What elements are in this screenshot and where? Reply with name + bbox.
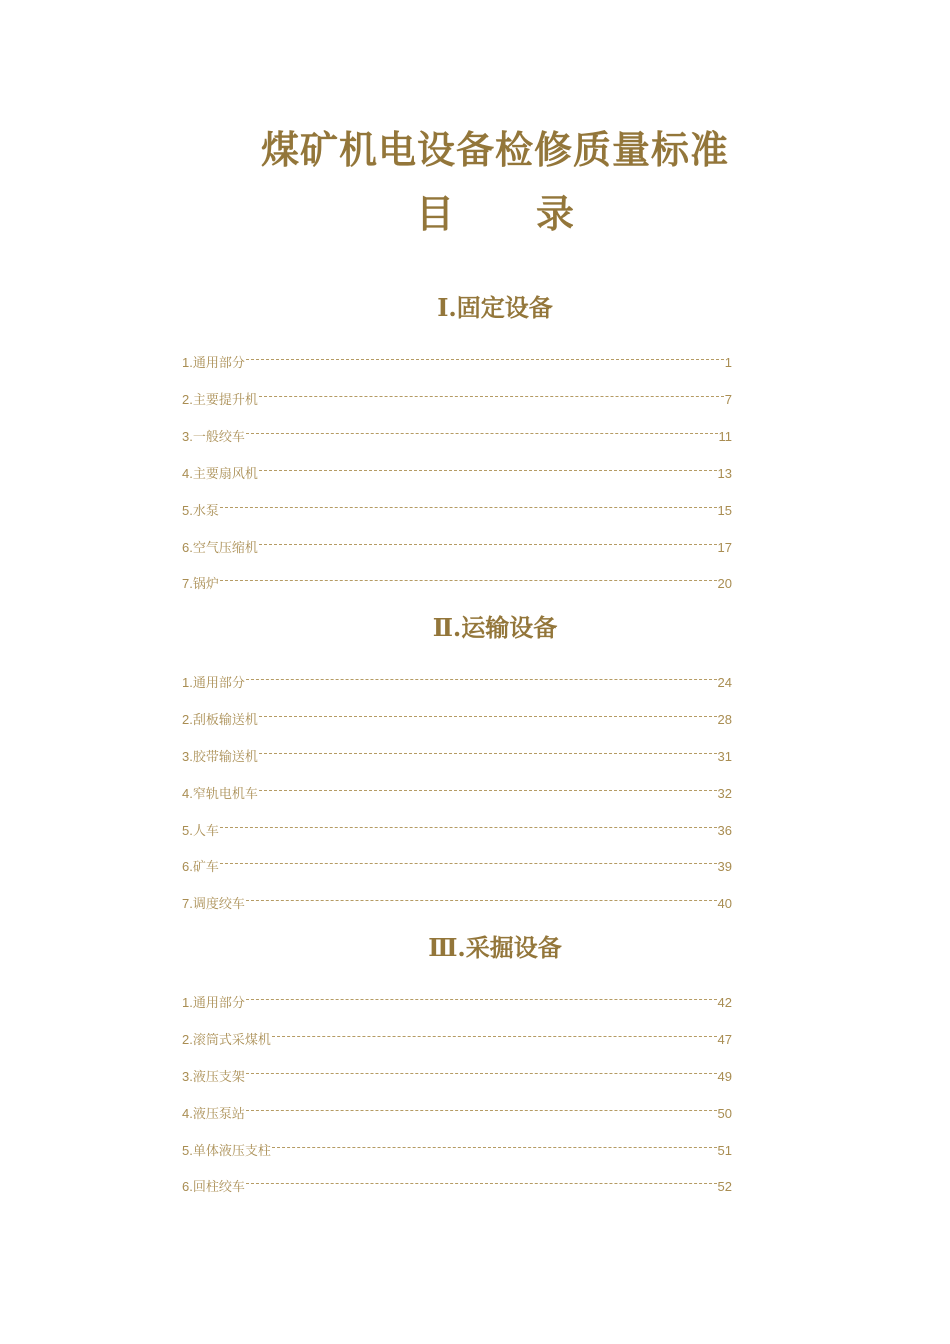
dot-leader	[259, 743, 717, 761]
toc-entry[interactable]	[182, 989, 732, 1011]
entry-number: 1.	[182, 995, 193, 1010]
toc-entry[interactable]	[182, 743, 732, 765]
toc-entry[interactable]	[182, 1173, 732, 1195]
entry-number: 2.	[182, 1032, 193, 1047]
section-title-mining-equipment: Ⅲ.采掘设备	[428, 933, 562, 962]
dot-leader	[259, 460, 717, 478]
toc-heading-left: 目	[415, 191, 454, 236]
entry-number: 4.	[182, 466, 193, 481]
entry-number: 4.	[182, 1106, 193, 1121]
dot-leader	[259, 780, 717, 798]
entry-number: 3.	[182, 1069, 193, 1084]
entry-label: 液压泵站	[192, 1107, 245, 1122]
entry-number: 6.	[182, 859, 193, 874]
entry-page-number: 32	[717, 786, 732, 801]
entry-label: 窄轨电机车	[192, 787, 258, 802]
entry-page-number: 52	[717, 1179, 732, 1194]
entry-page-number: 11	[718, 429, 732, 444]
entry-number: 6.	[182, 540, 193, 555]
entry-page-number: 20	[717, 576, 732, 591]
entry-page-number: 36	[717, 823, 732, 838]
dot-leader	[246, 349, 724, 367]
toc-entry[interactable]	[182, 706, 732, 728]
toc-entry[interactable]	[182, 853, 732, 875]
dot-leader	[246, 1063, 717, 1081]
dot-leader	[259, 534, 717, 552]
toc-entry[interactable]	[182, 1137, 732, 1159]
toc-entry[interactable]	[182, 1063, 732, 1085]
dot-leader	[246, 1100, 717, 1118]
dot-leader	[220, 497, 717, 515]
entry-number: 6.	[182, 1179, 193, 1194]
entry-label: 矿车	[192, 860, 219, 875]
dot-leader	[220, 570, 717, 588]
entry-page-number: 51	[717, 1143, 732, 1158]
entry-label: 单体液压支柱	[192, 1144, 271, 1159]
dot-leader	[220, 817, 717, 835]
toc-entry[interactable]	[182, 1026, 732, 1048]
entry-page-number: 39	[717, 859, 732, 874]
entry-label: 通用部分	[192, 356, 245, 371]
entry-number: 2.	[182, 392, 193, 407]
document-title: 煤矿机电设备检修质量标准	[260, 127, 729, 172]
dot-leader	[246, 890, 717, 908]
entry-label: 锅炉	[192, 577, 219, 592]
toc-entry[interactable]	[182, 570, 732, 592]
entry-number: 3.	[182, 749, 193, 764]
entry-number: 2.	[182, 712, 193, 727]
entry-label: 通用部分	[192, 676, 245, 691]
entry-label: 空气压缩机	[192, 541, 258, 556]
entry-label: 回柱绞车	[192, 1180, 245, 1195]
entry-label: 主要提升机	[192, 393, 258, 408]
toc-entry[interactable]	[182, 534, 732, 556]
dot-leader	[246, 423, 718, 441]
entry-page-number: 7	[724, 392, 732, 407]
entry-number: 4.	[182, 786, 193, 801]
entry-number: 7.	[182, 576, 193, 591]
toc-entry[interactable]	[182, 669, 732, 691]
entry-label: 胶带输送机	[192, 750, 258, 765]
toc-entry[interactable]	[182, 423, 732, 445]
entry-number: 5.	[182, 503, 193, 518]
toc-heading-right: 录	[536, 191, 575, 236]
entry-page-number: 31	[717, 749, 732, 764]
entry-label: 调度绞车	[192, 897, 245, 912]
toc-entry[interactable]	[182, 460, 732, 482]
section-title-transport-equipment: Ⅱ.运输设备	[432, 613, 558, 642]
entry-number: 5.	[182, 1143, 193, 1158]
entry-page-number: 15	[717, 503, 732, 518]
entry-page-number: 40	[717, 896, 732, 911]
dot-leader	[272, 1026, 717, 1044]
entry-page-number: 50	[717, 1106, 732, 1121]
dot-leader	[272, 1137, 717, 1155]
entry-label: 水泵	[192, 504, 219, 519]
entry-page-number: 49	[717, 1069, 732, 1084]
entry-page-number: 17	[717, 540, 732, 555]
entry-label: 主要扇风机	[192, 467, 258, 482]
dot-leader	[246, 669, 717, 687]
toc-entry[interactable]	[182, 780, 732, 802]
toc-entry[interactable]	[182, 890, 732, 912]
dot-leader	[220, 853, 717, 871]
toc-entry[interactable]	[182, 386, 732, 408]
entry-label: 人车	[192, 824, 219, 839]
entry-label: 滚筒式采煤机	[192, 1033, 271, 1048]
entry-page-number: 1	[724, 355, 732, 370]
toc-entry[interactable]	[182, 817, 732, 839]
toc-entry[interactable]	[182, 349, 732, 371]
entry-label: 一般绞车	[192, 430, 245, 445]
entry-number: 5.	[182, 823, 193, 838]
toc-entry[interactable]	[182, 497, 732, 519]
dot-leader	[259, 386, 724, 404]
entry-number: 1.	[182, 355, 193, 370]
entry-number: 3.	[182, 429, 193, 444]
entry-page-number: 13	[717, 466, 732, 481]
entry-page-number: 24	[717, 675, 732, 690]
dot-leader	[246, 1173, 717, 1191]
dot-leader	[246, 989, 717, 1007]
entry-label: 刮板输送机	[192, 713, 258, 728]
entry-label: 液压支架	[192, 1070, 245, 1085]
entry-page-number: 28	[717, 712, 732, 727]
entry-number: 7.	[182, 896, 193, 911]
entry-page-number: 42	[717, 995, 732, 1010]
entry-number: 1.	[182, 675, 193, 690]
toc-entry[interactable]	[182, 1100, 732, 1122]
dot-leader	[259, 706, 717, 724]
toc-heading	[0, 190, 950, 238]
section-title-fixed-equipment: Ⅰ.固定设备	[437, 293, 553, 322]
entry-page-number: 47	[717, 1032, 732, 1047]
entry-label: 通用部分	[192, 996, 245, 1011]
